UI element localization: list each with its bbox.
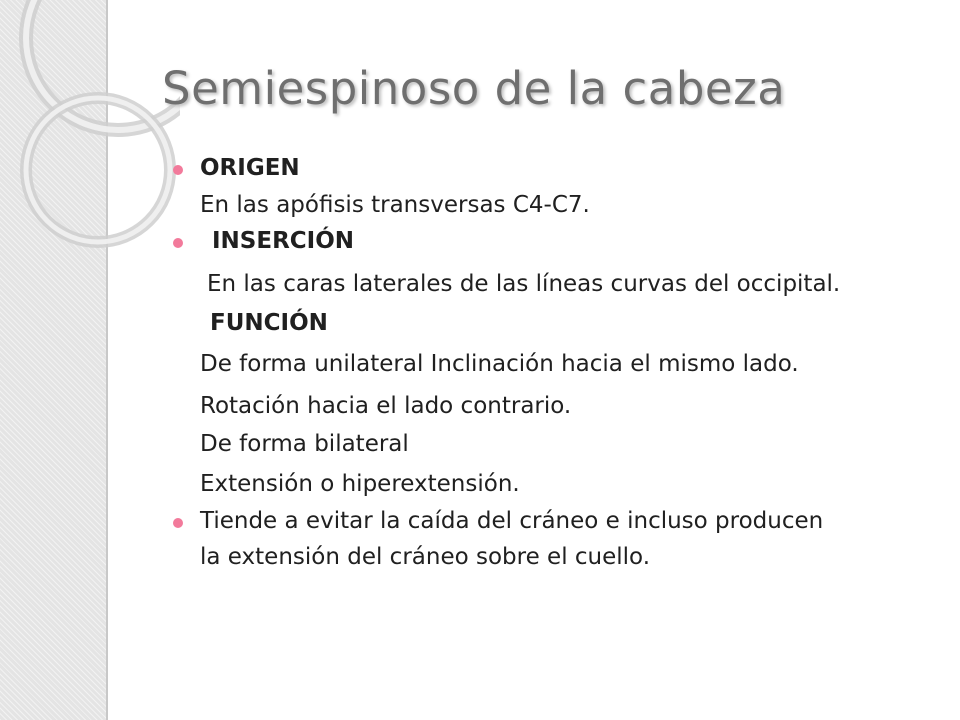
bullet-icon <box>173 518 183 528</box>
heading-insercion: INSERCIÓN <box>212 228 355 254</box>
text-funcion-2: Rotación hacia el lado contrario. <box>200 393 572 419</box>
text-funcion-1: De forma unilateral Inclinación hacia el mismo lado. <box>200 351 799 377</box>
heading-funcion: FUNCIÓN <box>210 310 328 336</box>
heading-origen: ORIGEN <box>200 155 300 181</box>
text-funcion-3: De forma bilateral <box>200 431 409 457</box>
text-origen: En las apófisis transversas C4-C7. <box>200 192 590 218</box>
slide-title: Semiespinoso de la cabeza <box>162 62 786 115</box>
bullet-icon <box>173 238 183 248</box>
bullet-icon <box>173 165 183 175</box>
text-final-1: Tiende a evitar la caída del cráneo e incluso producen <box>200 508 824 534</box>
text-final-2: la extensión del cráneo sobre el cuello. <box>200 544 651 570</box>
text-insercion: En las caras laterales de las líneas curvas del occipital. <box>207 271 841 297</box>
text-funcion-4: Extensión o hiperextensión. <box>200 471 520 497</box>
